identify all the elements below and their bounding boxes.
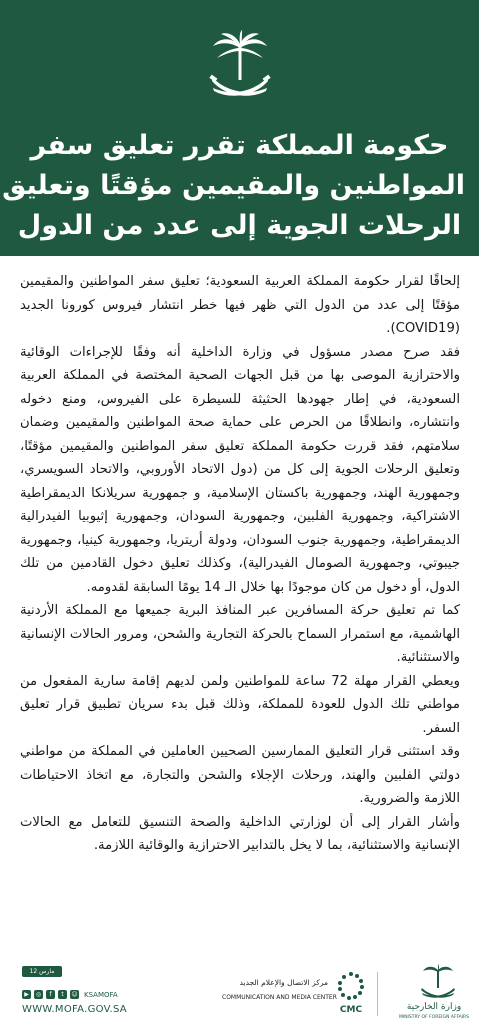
footer xyxy=(0,962,479,1024)
cmc-logo-icon xyxy=(331,970,371,1018)
headline xyxy=(2,126,465,246)
paragraph-2: فقد صرح مصدر مسؤول في وزارة الداخلية أنه وفقًا للإجراءات الوقائية والاحترازية الموصى بها من قبل الجهات الصحية المختصة في المملكة العربية السعودية، في إطار جهودها الحثيثة للسيطرة على الفيروس، ومنع دخوله وانتشاره، وانطلاقًا من الحرص على حماية صحة المواطنين والمقيمين وضمان سلامتهم، فقد قررت حكومة المملكة تعليق سفر المواطنين والمقيمين مؤقتًا، وتعليق الرحلات الجوية إلى كل من (دول الاتحاد الأوروبي، والاتحاد السويسري، وجمهورية الهند، وجمهورية باكستان الإسلامية، و جمهورية سريلانكا الديمقراطية الاشتراكية، وجمهورية الفلبين، وجمهورية السودان، وجمهورية إثيوبيا الفيدرالية الديمقراطية، وجمهورية جنوب السودان، ودولة أريتريا، وجمهورية كينيا، وجمهورية جيبوتي، وجمهورية الصومال الفيدرالية)، وكذلك تعليق دخول القادمين من تلك الدول، أو دخول من كان موجودًا بها خلال الـ 14 يومًا السابقة لقدومه. xyxy=(20,344,460,595)
twitter-icon[interactable]: t xyxy=(58,990,67,999)
paragraph-5: وقد استثنى قرار التعليق الممارسين الصحيين العاملين في المملكة من مواطني دولتي الفلبين والهند، ورحلات الإجلاء والشحن والتجارة، مع اتخاذ الاحتياطات اللازمة والضرورية. xyxy=(20,744,460,806)
mofa-emblem-icon xyxy=(420,964,456,1002)
header-banner xyxy=(0,0,479,256)
headline-line-1: حكومة المملكة تقرر تعليق سفر xyxy=(30,130,449,161)
facebook-icon[interactable]: f xyxy=(46,990,55,999)
headline-line-2: المواطنين والمقيمين مؤقتًا وتعليق xyxy=(2,170,465,201)
headline-line-3: الرحلات الجوية إلى عدد من الدول xyxy=(17,210,462,241)
snapchat-icon[interactable]: ☺ xyxy=(71,991,78,998)
palm-and-swords-icon xyxy=(209,30,271,110)
mofa-name-ar: وزارة الخارجية xyxy=(406,1002,462,1012)
instagram-icon[interactable]: ◎ xyxy=(35,991,42,998)
cmc-name-en: COMMUNICATION AND MEDIA CENTER xyxy=(222,994,337,1001)
paragraph-1: إلحاقًا لقرار حكومة المملكة العربية السعودية؛ تعليق سفر المواطنين والمقيمين مؤقتًا إلى عدد من الدول التي ظهر فيها خطر انتشار فيروس كورونا الجديد (COVID19). xyxy=(20,274,460,336)
paragraph-3: كما تم تعليق حركة المسافرين عبر المنافذ البرية جميعها مع المملكة الأردنية الهاشمية، مع استمرار السماح بالحركة التجارية والشحن، ومرور الحالات الإنسانية والاستثنائية. xyxy=(20,603,460,665)
social-handle[interactable]: KSAMOFA xyxy=(84,990,118,999)
cmc-name-ar: مركز الاتصال والإعلام الجديد xyxy=(239,978,328,987)
mofa-name-en: MINISTRY OF FOREIGN AFFAIRS xyxy=(398,1015,470,1020)
cmc-logo-text: CMC xyxy=(339,1005,363,1015)
website-link[interactable]: WWW.MOFA.GOV.SA xyxy=(22,1004,127,1015)
date-badge: 12 مارس 2020 xyxy=(22,966,62,977)
youtube-icon[interactable]: ▶ xyxy=(22,990,31,999)
paragraph-4: ويعطي القرار مهلة 72 ساعة للمواطنين ولمن لديهم إقامة سارية المفعول من مواطني تلك الدول للعودة للمملكة، وذلك قبل بدء سريان تطبيق قرار تعليق السفر. xyxy=(20,673,461,736)
paragraph-6: وأشار القرار إلى أن لوزارتي الداخلية والصحة التنسيق للتعامل مع الحالات الإنسانية والاستثنائية، بما لا يخل بالتدابير الاحترازية والوقائية اللازمة. xyxy=(20,814,460,853)
footer-divider xyxy=(377,972,378,1016)
statement-body xyxy=(20,270,460,858)
social-links xyxy=(22,990,118,999)
